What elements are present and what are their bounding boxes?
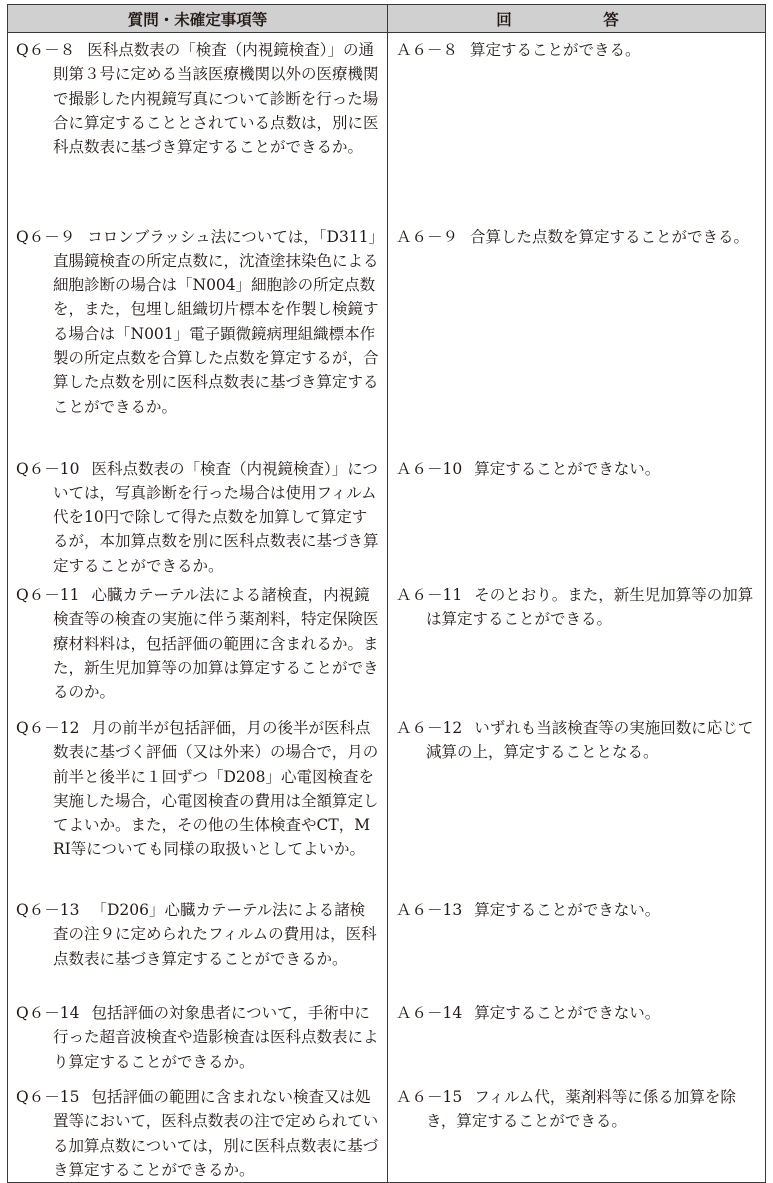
question-text: 月の前半が包括評価，月の後半が医科点数表に基づく評価（又は外来）の場合で，月の前半と後半に１回ずつ「D208」心電図検査を実施した場合，心電図検査の費用は全額算定してよいか。また，その他の生体検査やCT，MRI等についても同様の取扱いとしてよいか。	[53, 718, 379, 859]
question-text: 心臓カテーテル法による諸検査，内視鏡検査等の検査の実施に伴う薬剤料，特定保険医療材料料は，包括評価の範囲に含まれるか。また，新生児加算等の加算は算定することができるのか。	[53, 585, 379, 702]
answer-text: 算定することができる。	[470, 41, 641, 59]
question-id: Q６－11	[16, 585, 80, 604]
qa-row	[8, 893, 766, 996]
answer-cell	[388, 711, 766, 893]
qa-row	[8, 996, 766, 1080]
answer-text: 合算した点数を算定することができる。	[470, 227, 750, 246]
answer-id: Ａ６－14	[396, 1003, 463, 1022]
qa-table	[7, 4, 766, 1183]
question-text: 医科点数表の「検査（内視鏡検査）」の通則第３号に定める当該医療機関以外の医療機関で撮影した内視鏡写真について診断を行った場合に算定することとされている点数は，別に医科点数表に基づき算定することができるか。	[53, 41, 379, 157]
answer-id: Ａ６－11	[396, 585, 463, 604]
question-id: Q６－15	[16, 1087, 80, 1106]
answer-cell	[388, 1080, 766, 1183]
answer-column-header: 回 答	[388, 5, 766, 33]
answer-text: 算定することができない。	[474, 900, 661, 919]
answer-cell	[388, 452, 766, 578]
question-text: コロンブラッシュ法については，「D311」直腸鏡検査の所定点数に，沈渣塗抹染色による細胞診断の場合は「N004」細胞診の所定点数を，また，包埋し組織切片標本を作製し検鏡する場合は「N001」電子顕微鏡病理組織標本作製の所定点数を合算した点数を算定するが，合算した点数を別に医科点数表に基づき算定することができるか。	[53, 227, 379, 416]
answer-id: Ａ６－10	[396, 459, 463, 478]
question-cell	[8, 220, 388, 452]
question-id: Q６－13	[16, 900, 80, 919]
qa-row	[8, 578, 766, 711]
question-cell	[8, 711, 388, 893]
answer-id: Ａ６－８	[396, 41, 459, 59]
question-text: 包括評価の範囲に含まれない検査又は処置等において，医科点数表の注で定められている加算点数については，別に医科点数表に基づき算定することができるか。	[53, 1087, 379, 1179]
question-cell	[8, 33, 388, 220]
question-id: Q６－14	[16, 1003, 80, 1022]
answer-text: 算定することができない。	[474, 459, 661, 478]
answer-cell	[388, 578, 766, 711]
answer-cell	[388, 33, 766, 220]
question-id: Q６－８	[16, 41, 76, 59]
question-column-header: 質問・未確定事項等	[8, 5, 388, 33]
answer-cell	[388, 893, 766, 996]
qa-row	[8, 33, 766, 220]
answer-id: Ａ６－９	[396, 227, 459, 246]
answer-id: Ａ６－15	[396, 1087, 463, 1106]
question-id: Q６－10	[16, 459, 80, 478]
question-cell	[8, 1080, 388, 1183]
answer-text: そのとおり。また，新生児加算等の加算は算定することができる。	[426, 585, 754, 629]
answer-cell	[388, 996, 766, 1080]
question-id: Q６－12	[16, 718, 80, 737]
question-text: 「D206」心臓カテーテル法による諸検査の注９に定められたフィルムの費用は，医科点数表に基づき算定することができるか。	[53, 900, 377, 968]
question-cell	[8, 578, 388, 711]
qa-row	[8, 452, 766, 578]
question-id: Q６－９	[16, 227, 76, 246]
header-row	[8, 5, 766, 33]
question-cell	[8, 452, 388, 578]
answer-text: いずれも当該検査等の実施回数に応じて減算の上，算定することとなる。	[426, 718, 754, 762]
qa-row	[8, 711, 766, 893]
answer-text: フィルム代，薬剤料等に係る加算を除き，算定することができる。	[426, 1087, 736, 1131]
question-cell	[8, 996, 388, 1080]
question-cell	[8, 893, 388, 996]
question-text: 医科点数表の「検査（内視鏡検査）」については，写真診断を行った場合は使用フィルム代を10円で除して得た点数を加算して算定するが，本加算点数を別に医科点数表に基づき算定することができるか。	[53, 459, 379, 575]
qa-row	[8, 1080, 766, 1183]
answer-id: Ａ６－12	[396, 718, 463, 737]
answer-text: 算定することができない。	[474, 1003, 661, 1022]
qa-row	[8, 220, 766, 452]
answer-id: Ａ６－13	[396, 900, 463, 919]
question-text: 包括評価の対象患者について，手術中に行った超音波検査や造影検査は医科点数表により算定することができるか。	[53, 1003, 379, 1071]
answer-cell	[388, 220, 766, 452]
